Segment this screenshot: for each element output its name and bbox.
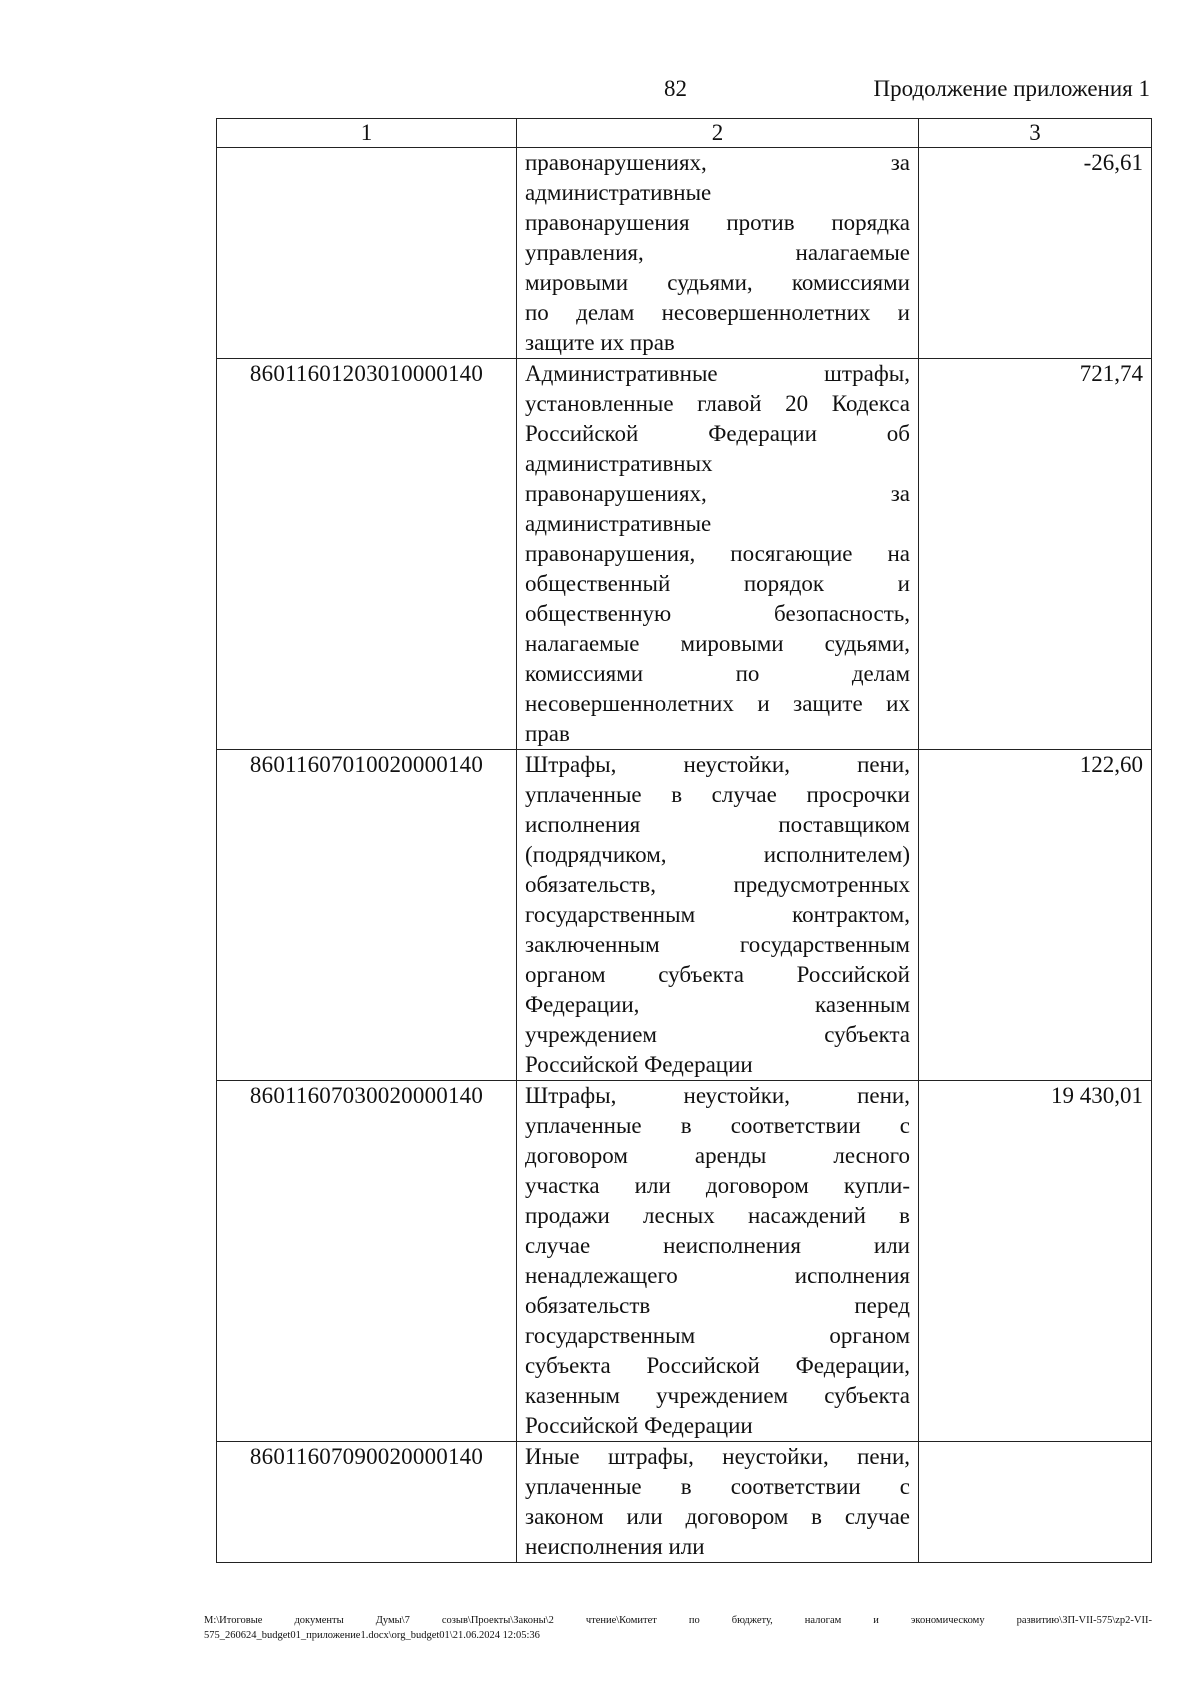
description-line: обязательств, предусмотренных	[525, 872, 910, 897]
description-line: Российской Федерации	[525, 1413, 753, 1438]
description-line: органом субъекта Российской	[525, 962, 910, 987]
description-line: (подрядчиком, исполнителем)	[525, 842, 910, 867]
description-line: уплаченные в случае просрочки	[525, 782, 910, 807]
description-line: продажи лесных насаждений в	[525, 1203, 910, 1228]
column-header-2: 2	[517, 119, 919, 148]
description-line: мировыми судьями, комиссиями	[525, 270, 910, 295]
budget-code	[217, 148, 517, 359]
income-description	[517, 1442, 919, 1563]
description-line: неисполнения или	[525, 1534, 705, 1559]
budget-code: 86011601203010000140	[217, 359, 517, 750]
description-line: Федерации, казенным	[525, 992, 910, 1017]
description-line: правонарушения против порядка	[525, 210, 910, 235]
budget-code: 86011607010020000140	[217, 750, 517, 1081]
description-line: Российской Федерации об	[525, 421, 910, 446]
description-line: исполнения поставщиком	[525, 812, 910, 837]
table-row	[217, 750, 1152, 1081]
description-line: защите их прав	[525, 330, 675, 355]
description-line: государственным контрактом,	[525, 902, 910, 927]
description-line: уплаченные в соответствии с	[525, 1113, 910, 1138]
description-line: прав	[525, 721, 570, 746]
description-line: правонарушениях, за	[525, 150, 910, 175]
column-header-1: 1	[217, 119, 517, 148]
amount-value: 122,60	[919, 750, 1152, 1081]
file-path-footer: M:\Итоговые документы Думы\7 созыв\Проекты\Законы\2 чтение\Комитет по бюджету, налогам и экономическому развитию\ЗП-VII-575\zp2-VII-575_260624_budget01_приложение1.docx\org_budget01\21.06.2024 12:05:36	[204, 1615, 1152, 1641]
description-line: по делам несовершеннолетних и	[525, 300, 910, 325]
description-line: несовершеннолетних и защите их	[525, 691, 910, 716]
description-line: ненадлежащего исполнения	[525, 1263, 910, 1288]
description-line: административные	[525, 180, 712, 205]
description-line: участка или договором купли-	[525, 1173, 910, 1198]
income-description	[517, 750, 919, 1081]
amount-value: 19 430,01	[919, 1081, 1152, 1442]
description-line: комиссиями по делам	[525, 661, 910, 686]
description-line: общественный порядок и	[525, 571, 910, 596]
budget-table	[216, 118, 1152, 1563]
continuation-label: Продолжение приложения 1	[873, 76, 1150, 101]
budget-code: 86011607030020000140	[217, 1081, 517, 1442]
budget-code: 86011607090020000140	[217, 1442, 517, 1563]
description-line: Административные штрафы,	[525, 361, 910, 386]
description-line: Штрафы, неустойки, пени,	[525, 752, 910, 777]
table-row	[217, 1081, 1152, 1442]
amount-value: -26,61	[919, 148, 1152, 359]
description-line: учреждением субъекта	[525, 1022, 910, 1047]
description-line: законом или договором в случае	[525, 1504, 910, 1529]
description-line: Российской Федерации	[525, 1052, 753, 1077]
description-line: налагаемые мировыми судьями,	[525, 631, 910, 656]
table-row	[217, 148, 1152, 359]
description-line: случае неисполнения или	[525, 1233, 910, 1258]
income-description	[517, 1081, 919, 1442]
description-line: правонарушения, посягающие на	[525, 541, 910, 566]
description-line: заключенным государственным	[525, 932, 910, 957]
description-line: договором аренды лесного	[525, 1143, 910, 1168]
description-line: административные	[525, 511, 712, 536]
column-header-3: 3	[919, 119, 1152, 148]
description-line: общественную безопасность,	[525, 601, 910, 626]
description-line: обязательств перед	[525, 1293, 910, 1318]
table-row	[217, 1442, 1152, 1563]
description-line: административных	[525, 451, 713, 476]
amount-value	[919, 1442, 1152, 1563]
table-row	[217, 359, 1152, 750]
description-line: субъекта Российской Федерации,	[525, 1353, 910, 1378]
income-description	[517, 359, 919, 750]
page-number: 82	[664, 76, 687, 101]
income-description	[517, 148, 919, 359]
description-line: установленные главой 20 Кодекса	[525, 391, 910, 416]
description-line: уплаченные в соответствии с	[525, 1474, 910, 1499]
description-line: Иные штрафы, неустойки, пени,	[525, 1444, 910, 1469]
table-body	[217, 148, 1152, 1563]
description-line: правонарушениях, за	[525, 481, 910, 506]
description-line: государственным органом	[525, 1323, 910, 1348]
description-line: казенным учреждением субъекта	[525, 1383, 910, 1408]
table-header-row	[217, 119, 1152, 148]
description-line: Штрафы, неустойки, пени,	[525, 1083, 910, 1108]
amount-value: 721,74	[919, 359, 1152, 750]
description-line: управления, налагаемые	[525, 240, 910, 265]
